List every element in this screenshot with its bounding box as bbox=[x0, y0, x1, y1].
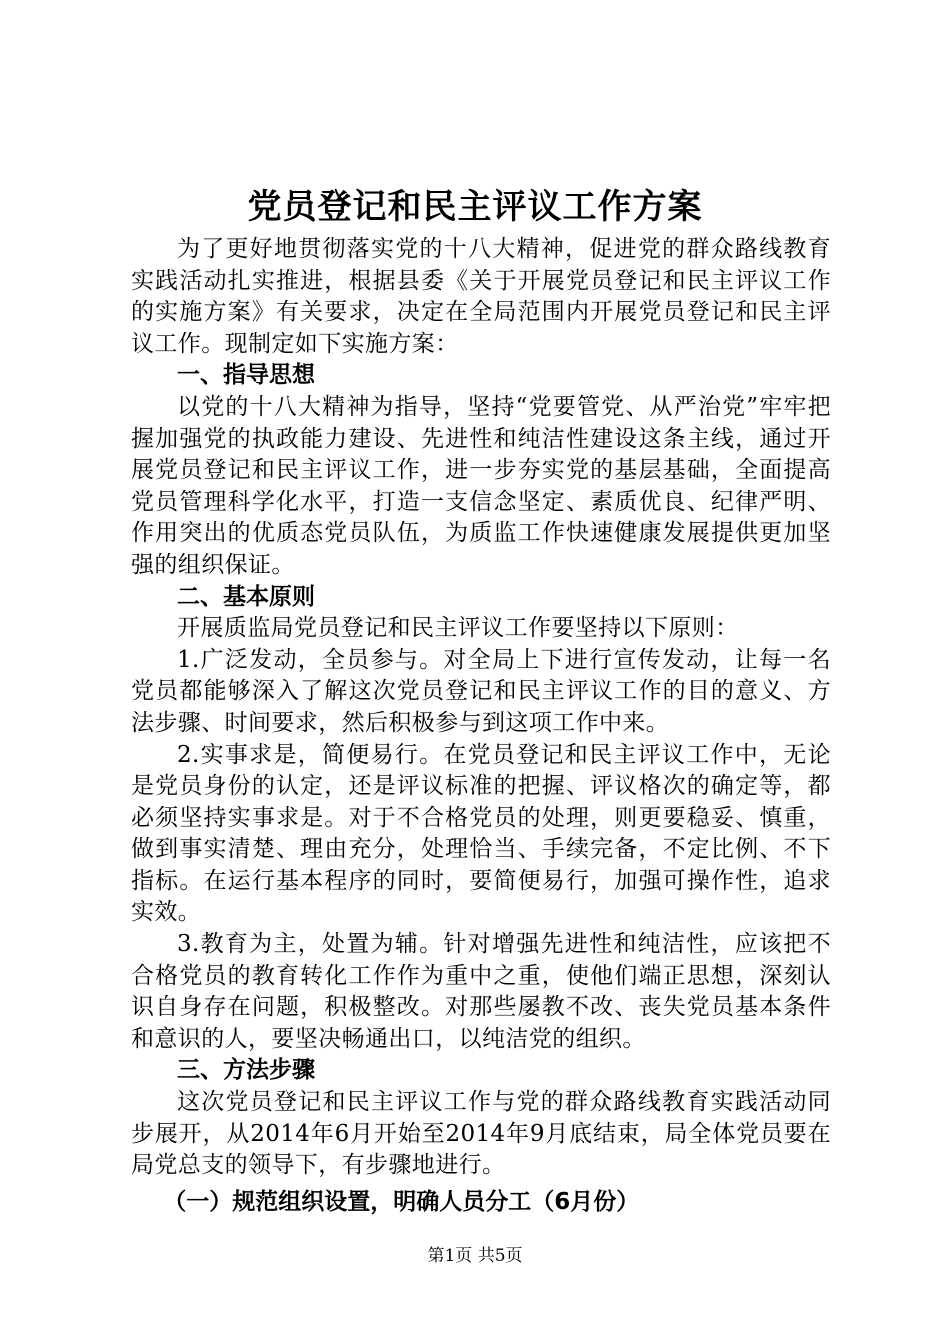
paragraph: 以党的十八大精神为指导，坚持“党要管党、从严治党”牢牢把握加强党的执政能力建设、先进性和纯洁性建设这条主线，通过开展党员登记和民主评议工作，进一步夯实党的基层基础，全面提高党员管理科学化水平，打造一支信念坚定、素质优良、纪律严明、作用突出的优质态党员队伍，为质监工作快速健康发展提供更加坚强的组织保证。 bbox=[131, 393, 831, 578]
paragraph: 2.实事求是，简便易行。在党员登记和民主评议工作中，无论是党员身份的认定，还是评议标准的把握、评议格次的确定等，都必须坚持实事求是。对于不合格党员的处理，则更要稳妥、慎重，做到事实清楚、理由充分，处理恰当、手续完备，不定比例、不下指标。在运行基本程序的同时，要简便易行，加强可操作性，追求实效。 bbox=[131, 741, 831, 926]
paragraph: 这次党员登记和民主评议工作与党的群众路线教育实践活动同步展开，从2014年6月开始至2014年9月底结束，局全体党员要在局党总支的领导下，有步骤地进行。 bbox=[131, 1089, 831, 1179]
section-heading: 一、指导思想 bbox=[177, 362, 315, 389]
page-footer: 第1页 共5页 bbox=[427, 1246, 523, 1266]
document-title: 党员登记和民主评议工作方案 bbox=[247, 187, 703, 227]
paragraph: 1.广泛发动，全员参与。对全局上下进行宣传发动，让每一名党员都能够深入了解这次党员登记和民主评议工作的目的意义、方法步骤、时间要求，然后积极参与到这项工作中来。 bbox=[131, 646, 831, 736]
section-heading: （一）规范组织设置，明确人员分工（6月份） bbox=[163, 1188, 640, 1215]
paragraph: 为了更好地贯彻落实党的十八大精神，促进党的群众路线教育实践活动扎实推进，根据县委《关于开展党员登记和民主评议工作的实施方案》有关要求，决定在全局范围内开展党员登记和民主评议工作。现制定如下实施方案： bbox=[131, 236, 831, 357]
section-heading: 二、基本原则 bbox=[177, 583, 315, 610]
document-body bbox=[131, 234, 831, 1222]
paragraph: 开展质监局党员登记和民主评议工作要坚持以下原则： bbox=[177, 615, 739, 642]
section-heading: 三、方法步骤 bbox=[177, 1057, 315, 1084]
paragraph: 3.教育为主，处置为辅。针对增强先进性和纯洁性，应该把不合格党员的教育转化工作作为重中之重，使他们端正思想，深刻认识自身存在问题，积极整改。对那些屡教不改、丧失党员基本条件和意识的人，要坚决畅通出口，以纯洁党的组织。 bbox=[131, 931, 831, 1052]
